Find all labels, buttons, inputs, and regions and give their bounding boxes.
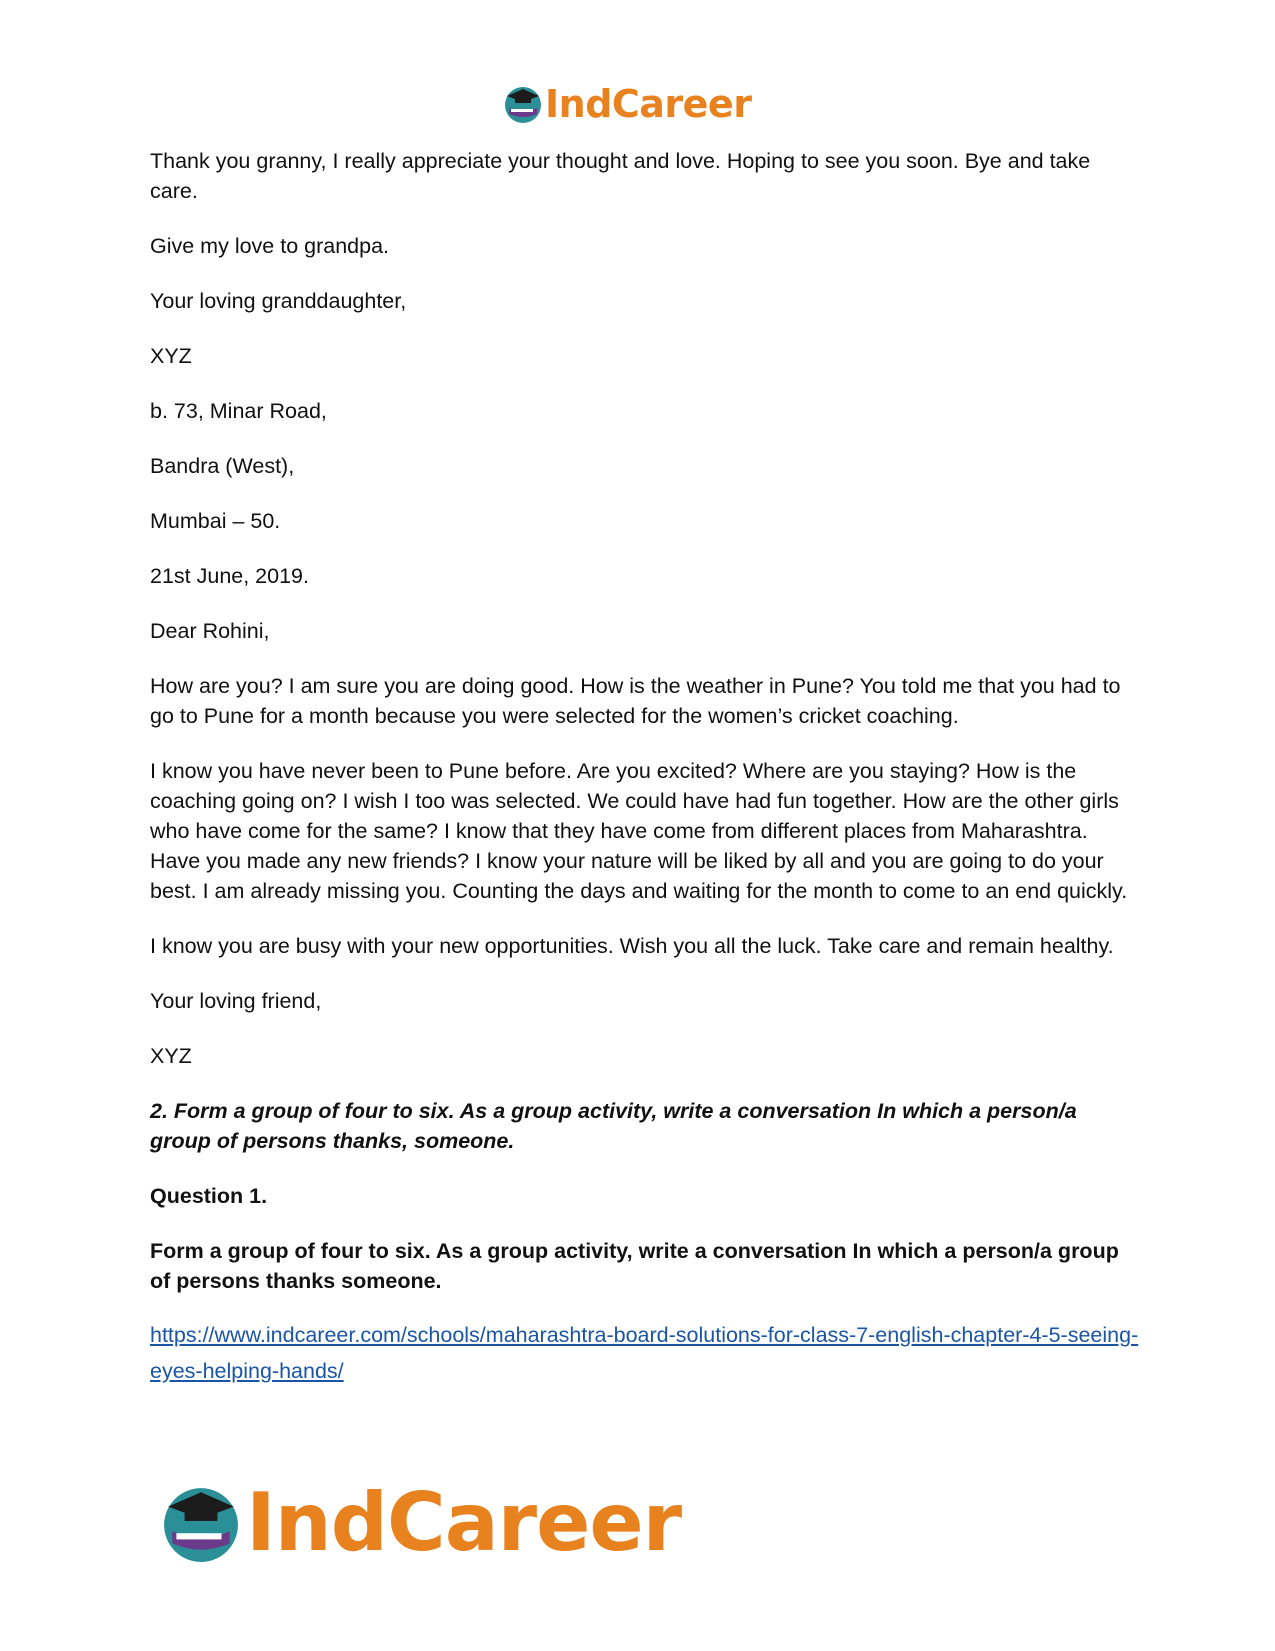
logo-text: IndCareer xyxy=(246,1476,682,1569)
address-line: Mumbai – 50. xyxy=(150,509,281,533)
paragraph: Thank you granny, I really appreciate your thought and love. Hoping to see you soon. Bye and take care. xyxy=(150,149,1091,203)
header-logo xyxy=(503,82,751,126)
document-body xyxy=(150,146,1140,1389)
exercise-heading: 2. Form a group of four to six. As a group activity, write a conversation In which a person/a group of persons thanks, someone. xyxy=(150,1099,1077,1153)
paragraph: I know you have never been to Pune before. Are you excited? Where are you staying? How is the coaching going on? I wish I too was selected. We could have had fun together. How are the other girls who have come for the same? I know that they have come from different places from Maharashtra. Have you made any new friends? I know your nature will be liked by all and you are going to do your best. I am already missing you. Counting the days and waiting for the month to come to an end quickly. xyxy=(150,759,1128,903)
address-line: b. 73, Minar Road, xyxy=(150,399,327,423)
address-line: Bandra (West), xyxy=(150,454,295,478)
paragraph: How are you? I am sure you are doing good. How is the weather in Pune? You told me that you had to go to Pune for a month because you were selected for the women’s cricket coaching. xyxy=(150,674,1121,728)
paragraph: Your loving granddaughter, xyxy=(150,289,407,313)
graduation-cap-globe-icon xyxy=(503,84,543,124)
paragraph: Give my love to grandpa. xyxy=(150,234,390,258)
paragraph: I know you are busy with your new opportunities. Wish you all the luck. Take care and remain healthy. xyxy=(150,934,1114,958)
graduation-cap-globe-icon xyxy=(160,1482,242,1564)
footer-logo xyxy=(160,1476,681,1569)
paragraph: XYZ xyxy=(150,344,192,368)
signature-name: XYZ xyxy=(150,1044,192,1068)
logo-text: IndCareer xyxy=(545,82,752,126)
closing: Your loving friend, xyxy=(150,989,322,1013)
salutation: Dear Rohini, xyxy=(150,619,270,643)
question-text: Form a group of four to six. As a group activity, write a conversation In which a person/a group of persons thanks someone. xyxy=(150,1239,1119,1293)
source-link[interactable]: https://www.indcareer.com/schools/maharashtra-board-solutions-for-class-7-english-chapter-4-5-seeing-eyes-helping-hands/ xyxy=(150,1323,1139,1383)
letter-date: 21st June, 2019. xyxy=(150,564,309,588)
question-label: Question 1. xyxy=(150,1184,268,1208)
